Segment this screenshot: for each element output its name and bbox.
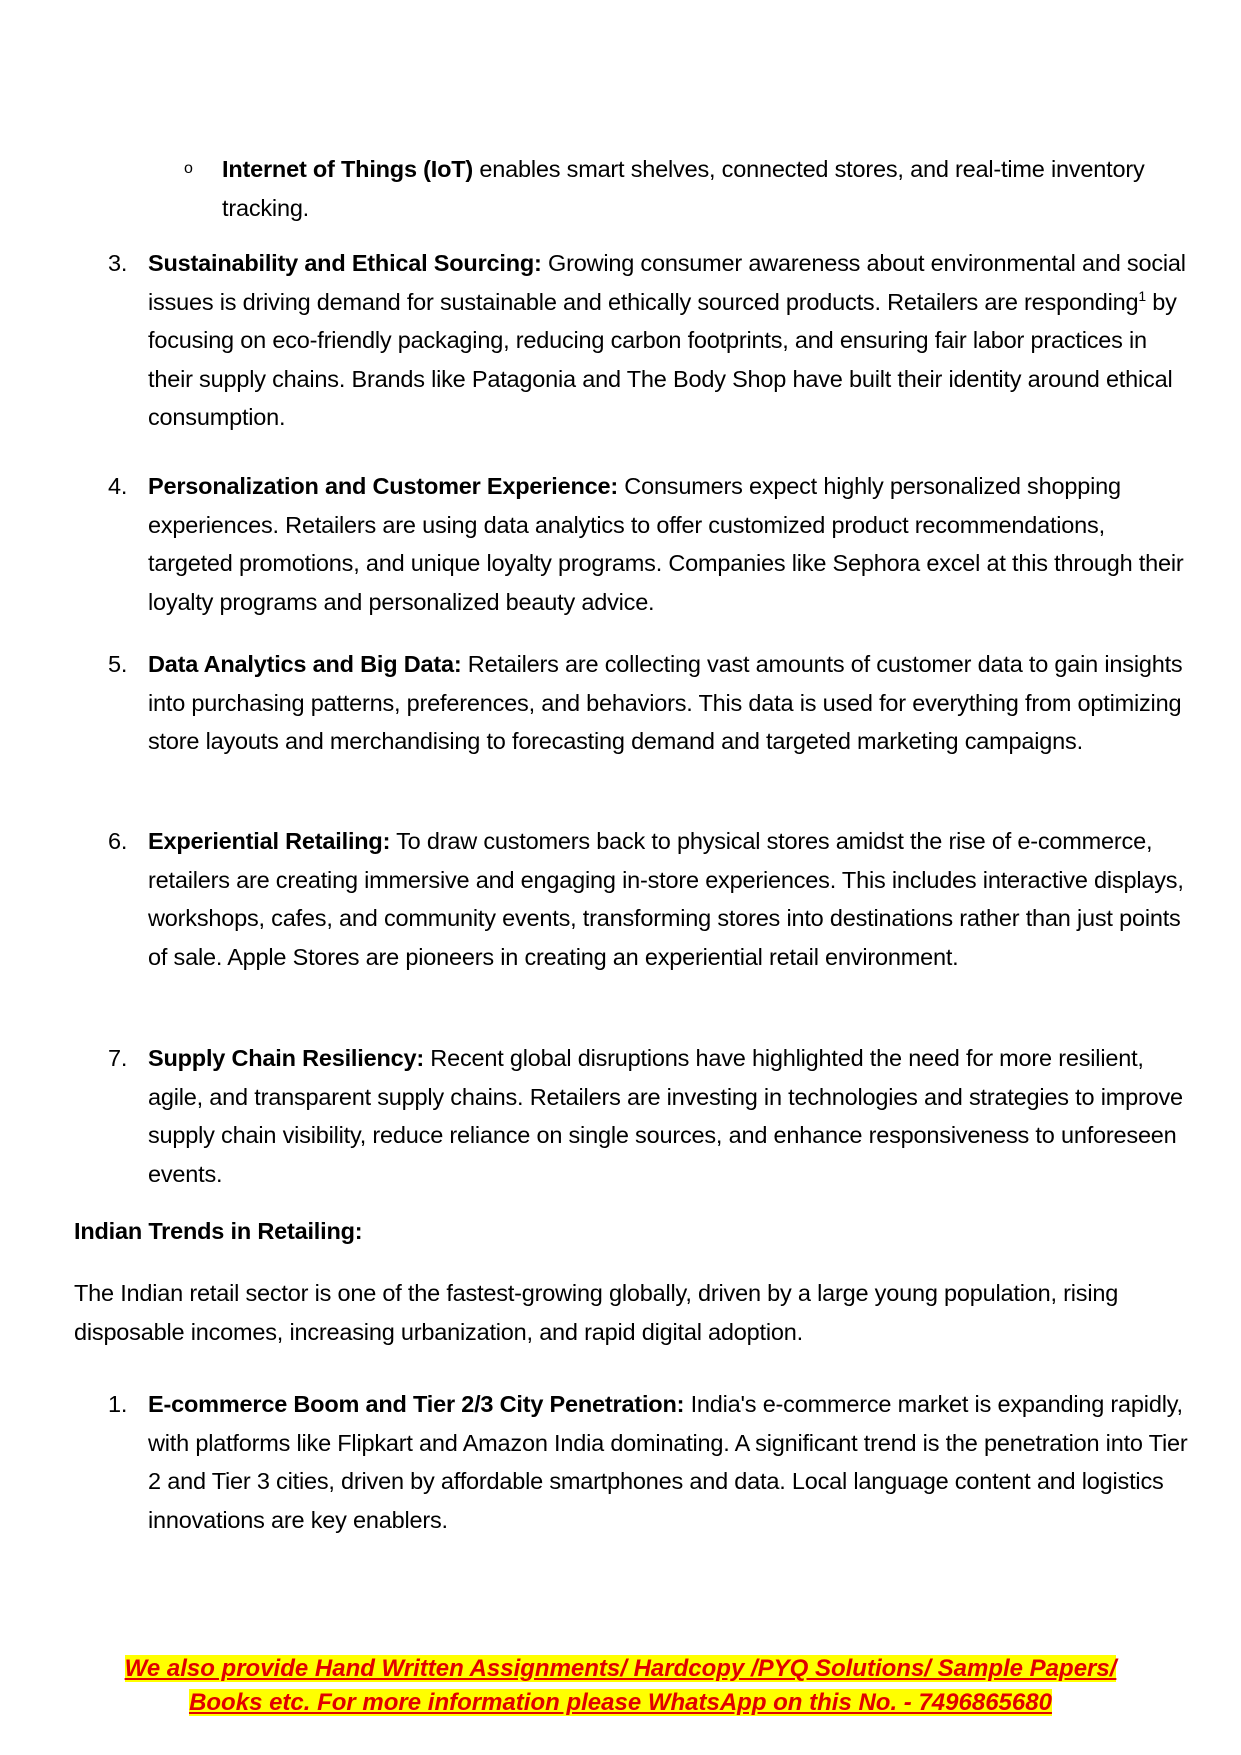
item-number: 4. <box>108 473 128 499</box>
item-number: 6. <box>108 828 128 854</box>
item-number: 3. <box>108 250 128 276</box>
item-title: Personalization and Customer Experience: <box>148 473 618 499</box>
bullet-text: enables smart shelves, connected stores, and real-time inventory tracking. <box>222 156 1145 221</box>
item-text: To draw customers back to physical stores amidst the rise of e-commerce, retailers are creating immersive and engaging in-store experiences. This includes interactive displays, workshops, cafes, and community events, transforming stores into destinations rather than just points of sale. Apple Stores are pioneers in creating an experiential retail environment. <box>148 828 1184 970</box>
item-body <box>148 1385 1188 1539</box>
item-text: Consumers expect highly personalized shopping experiences. Retailers are using data analytics to offer customized product recommendations, targeted promotions, and unique loyalty programs. Companies like Sephora excel at this through their loyalty programs and personalized beauty advice. <box>148 473 1184 615</box>
item-number: 1. <box>108 1391 128 1417</box>
item-text: Recent global disruptions have highlighted the need for more resilient, agile, and transparent supply chains. Retailers are investing in technologies and strategies to improve supply chain visibility, reduce reliance on single sources, and enhance responsiveness to unforeseen events. <box>148 1045 1183 1187</box>
item-body <box>148 467 1188 621</box>
item-text: Retailers are collecting vast amounts of customer data to gain insights into purchasing patterns, preferences, and behaviors. This data is used for everything from optimizing store layouts and merchandising to forecasting demand and targeted marketing campaigns. <box>148 651 1183 754</box>
item-body <box>148 1039 1188 1193</box>
item-title: Experiential Retailing: <box>148 828 391 854</box>
item-body <box>148 645 1188 761</box>
item-body <box>148 822 1188 976</box>
item-title: Sustainability and Ethical Sourcing: <box>148 250 542 276</box>
item-title: Supply Chain Resiliency: <box>148 1045 424 1071</box>
item-text: India's e-commerce market is expanding rapidly, with platforms like Flipkart and Amazon India dominating. A significant trend is the penetration into Tier 2 and Tier 3 cities, driven by affordable smartphones and data. Local language content and logistics innovations are key enablers. <box>148 1391 1188 1533</box>
promo-footer <box>0 1652 1241 1720</box>
item-title: Data Analytics and Big Data: <box>148 651 462 677</box>
item-number: 7. <box>108 1045 128 1071</box>
hollow-bullet-icon: o <box>184 160 193 177</box>
item-body <box>148 244 1188 437</box>
promo-line-1: We also provide Hand Written Assignments/ Hardcopy /PYQ Solutions/ Sample Papers/ <box>124 1655 1117 1682</box>
footnote-marker[interactable]: 1 <box>1138 287 1146 304</box>
item-number: 5. <box>108 651 128 677</box>
bullet-title: Internet of Things (IoT) <box>222 156 474 182</box>
section-intro: The Indian retail sector is one of the fastest-growing globally, driven by a large young population, rising disposable incomes, increasing urbanization, and rapid digital adoption. <box>74 1280 1119 1345</box>
bullet-body <box>222 150 1182 227</box>
item-text: Growing consumer awareness about environmental and social issues is driving demand for sustainable and ethically sourced products. Retailers are responding <box>148 250 1186 315</box>
item-title: E-commerce Boom and Tier 2/3 City Penetration: <box>148 1391 685 1417</box>
item-text: by focusing on eco-friendly packaging, reducing carbon footprints, and ensuring fair labor practices in their supply chains. Brands like Patagonia and The Body Shop have built their identity around ethical consumption. <box>148 288 1177 430</box>
section-heading: Indian Trends in Retailing: <box>74 1218 363 1244</box>
promo-line-2: Books etc. For more information please WhatsApp on this No. - 7496865680 <box>189 1689 1052 1716</box>
